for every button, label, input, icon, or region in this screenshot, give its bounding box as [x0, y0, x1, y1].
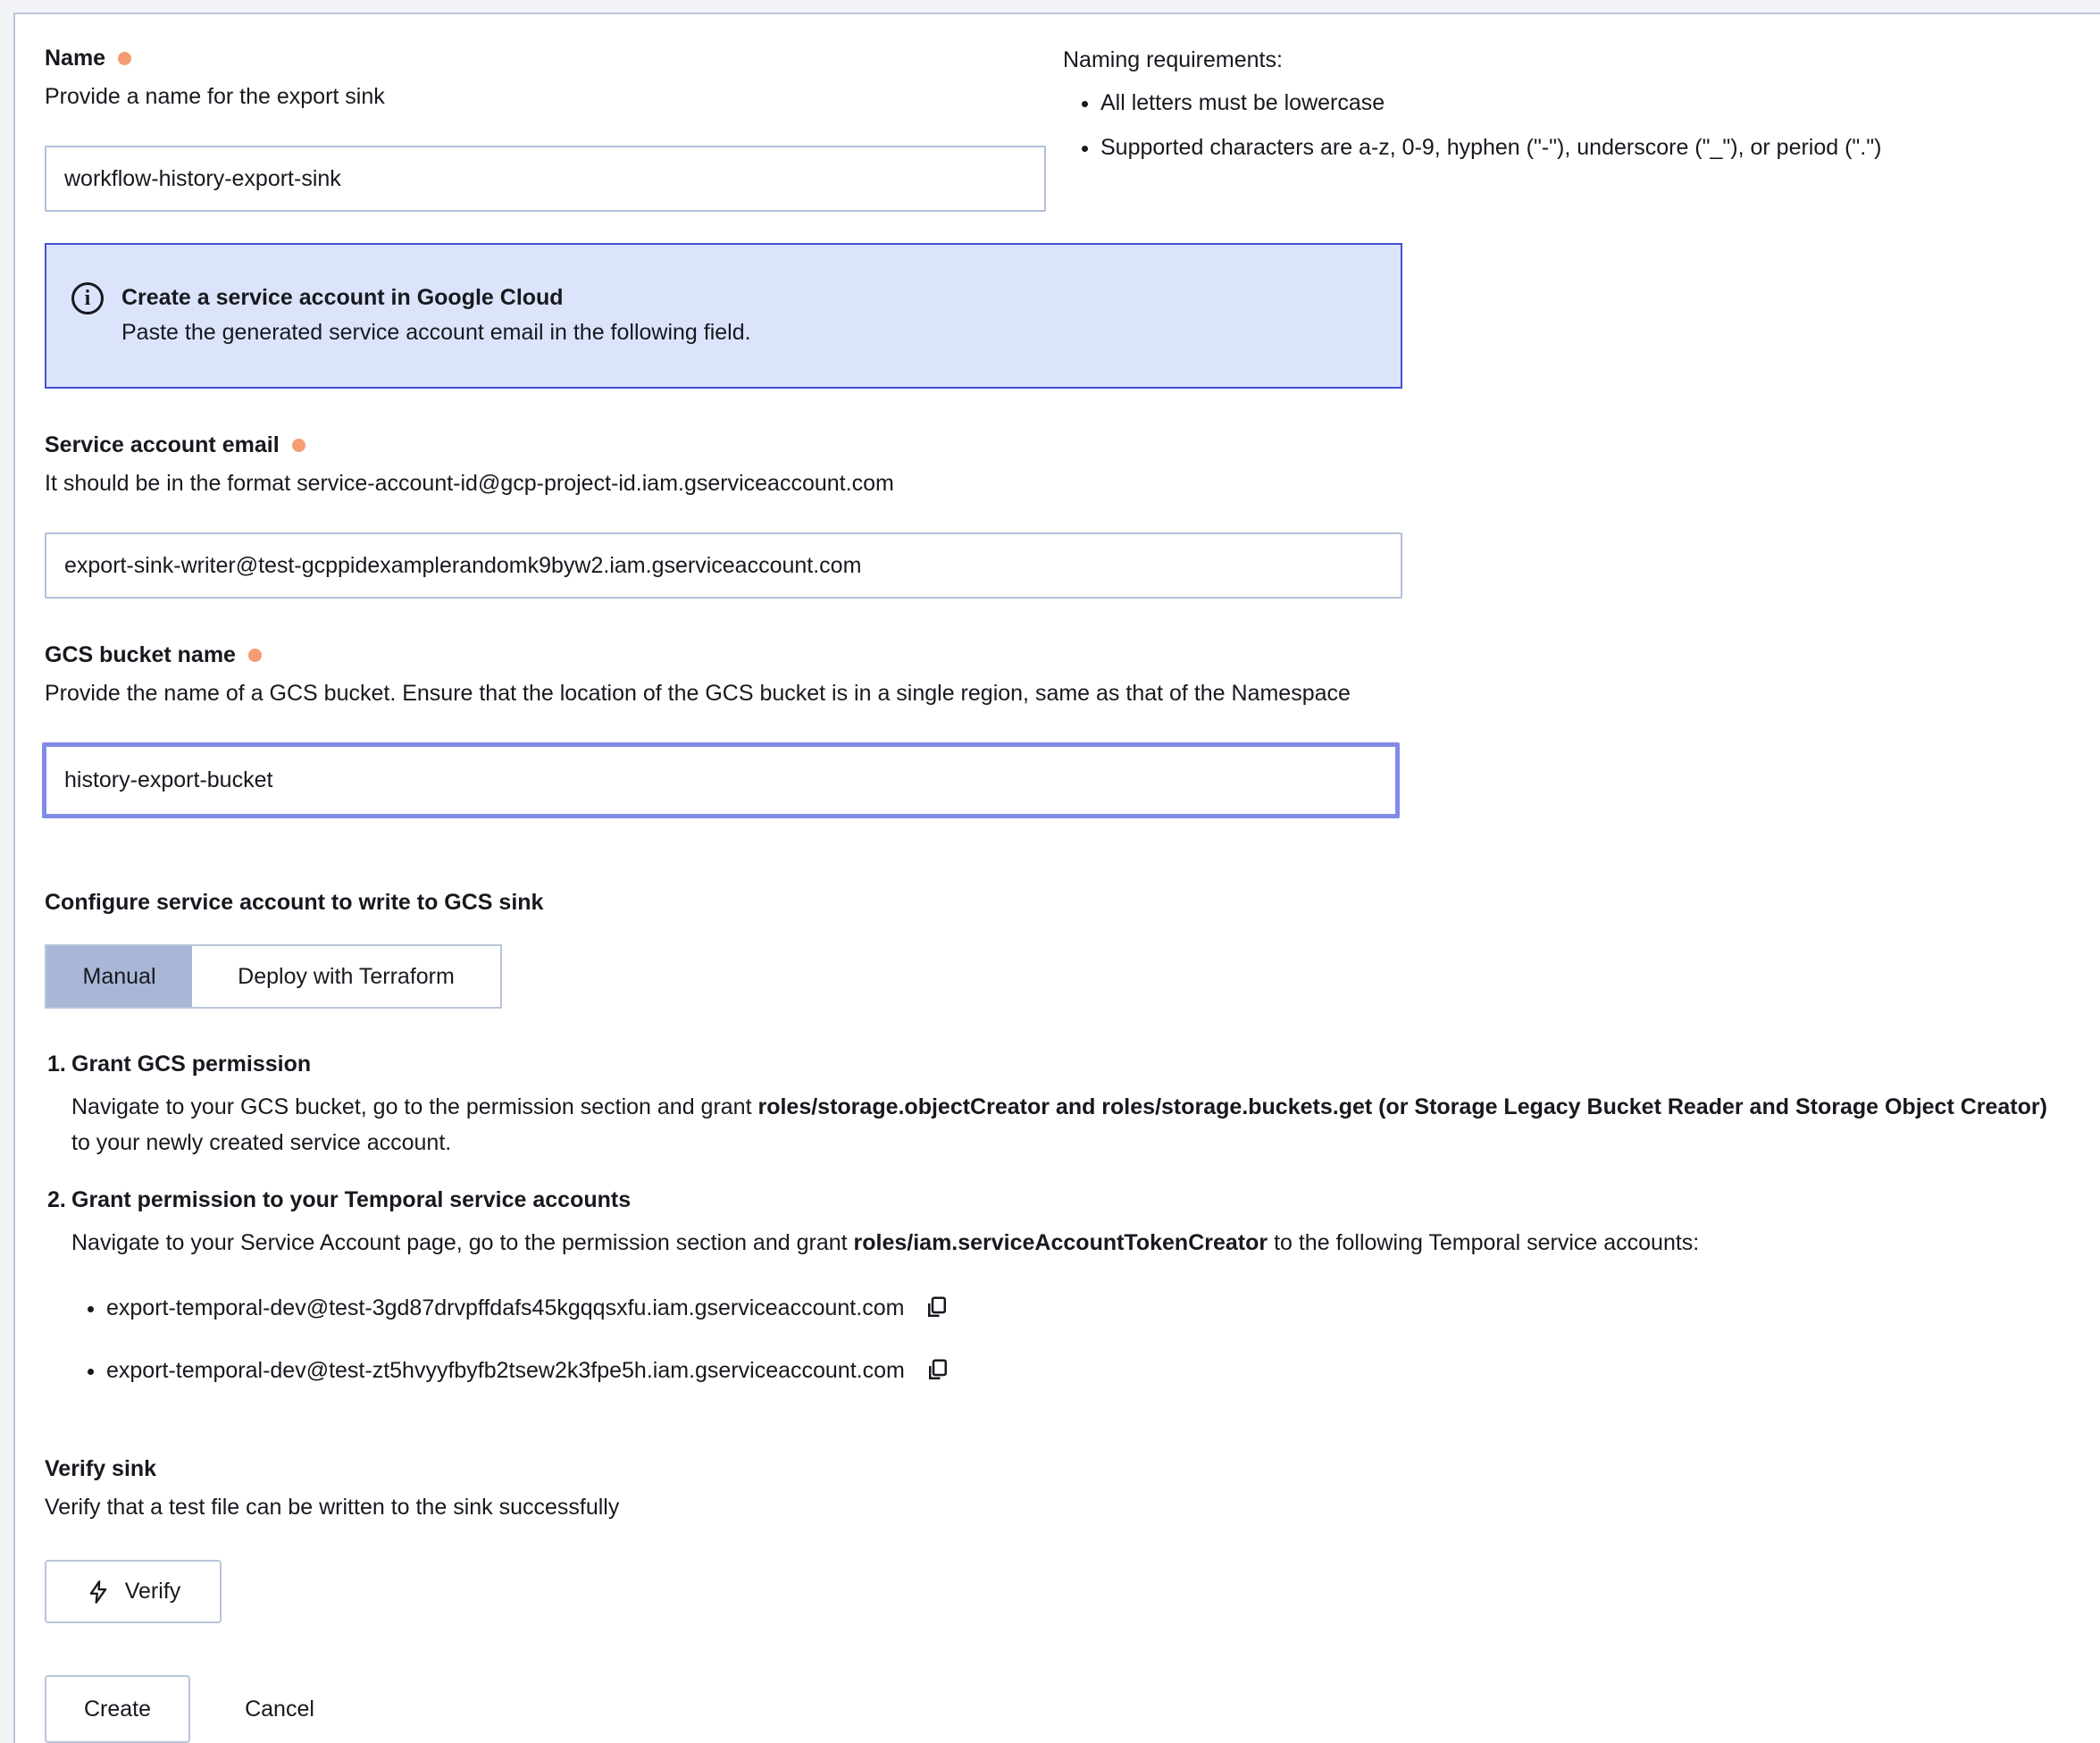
- required-dot-icon: [118, 52, 131, 65]
- list-item: [106, 1291, 2064, 1325]
- service-account-info-banner: [45, 243, 1402, 389]
- tab-manual[interactable]: Manual: [46, 946, 192, 1007]
- required-dot-icon: [248, 649, 262, 662]
- configure-tab-group: [45, 944, 502, 1009]
- cancel-button[interactable]: Cancel: [208, 1675, 351, 1743]
- bolt-icon: [86, 1579, 111, 1605]
- gcs-bucket-section: [45, 638, 2064, 818]
- copy-icon: [925, 1356, 951, 1385]
- info-icon: i: [71, 282, 104, 314]
- step-description: Navigate to your GCS bucket, go to the permission section and grant roles/storage.objectCreator and roles/storage.buckets.get (or Storage Legacy Bucket Reader and Storage Object Creator) to your newly created service account.: [71, 1094, 2047, 1155]
- name-section: [45, 41, 2064, 212]
- step-number: 2.: [47, 1187, 66, 1212]
- export-sink-form-panel: [13, 13, 2100, 1743]
- configure-heading: Configure service account to write to GCS sink: [45, 890, 544, 915]
- copy-icon: [924, 1294, 950, 1322]
- create-button[interactable]: Create: [45, 1675, 190, 1743]
- info-banner-title: Create a service account in Google Cloud: [121, 285, 564, 310]
- gcs-bucket-label: GCS bucket name: [45, 642, 236, 667]
- verify-button-label: Verify: [124, 1579, 181, 1604]
- form-actions: [45, 1675, 2064, 1743]
- temporal-service-account-email: • export-temporal-dev@test-3gd87drvpffdafs45kgqqsxfu.iam.gserviceaccount.com: [106, 1295, 905, 1320]
- copy-button[interactable]: [924, 1294, 950, 1322]
- name-label: Name: [45, 46, 106, 71]
- info-banner-body: Paste the generated service account email in the following field.: [121, 320, 751, 345]
- gcs-bucket-name-input[interactable]: [42, 742, 1400, 818]
- naming-requirement-item: • All letters must be lowercase: [1100, 86, 2064, 120]
- step-number: 1.: [47, 1052, 66, 1077]
- step-description: Navigate to your Service Account page, go to the permission section and grant roles/iam.serviceAccountTokenCreator to the following Temporal service accounts:: [71, 1230, 1700, 1255]
- list-item: [106, 1353, 2064, 1387]
- sink-name-input[interactable]: [45, 146, 1046, 212]
- manual-steps: [47, 1046, 2064, 1387]
- verify-sink-help-text: Verify that a test file can be written to the sink successfully: [45, 1495, 620, 1520]
- service-account-section: [45, 428, 2064, 599]
- gcs-bucket-help-text: Provide the name of a GCS bucket. Ensure that the location of the GCS bucket is in a single region, same as that of the Namespace: [45, 681, 1351, 706]
- step-title: Grant GCS permission: [71, 1052, 312, 1077]
- temporal-service-account-email: • export-temporal-dev@test-zt5hvyyfbyfb2tsew2k3fpe5h.iam.gserviceaccount.com: [106, 1358, 905, 1383]
- service-account-help-text: It should be in the format service-account-id@gcp-project-id.iam.gserviceaccount.com: [45, 471, 894, 496]
- tab-deploy-with-terraform[interactable]: Deploy with Terraform: [192, 946, 500, 1007]
- name-help-text: Provide a name for the export sink: [45, 84, 385, 109]
- naming-requirements-title: Naming requirements:: [1063, 47, 1283, 72]
- step-grant-temporal-permission: [47, 1182, 2064, 1387]
- step-grant-gcs-permission: [47, 1046, 2064, 1161]
- required-dot-icon: [292, 439, 305, 452]
- service-account-email-input[interactable]: [45, 532, 1402, 599]
- verify-button[interactable]: [45, 1560, 222, 1623]
- verify-sink-heading: Verify sink: [45, 1456, 157, 1481]
- verify-sink-section: [45, 1452, 2064, 1623]
- naming-requirements: [1063, 41, 2064, 212]
- step-title: Grant permission to your Temporal service accounts: [71, 1187, 632, 1212]
- service-account-label: Service account email: [45, 432, 280, 457]
- copy-button[interactable]: [925, 1356, 951, 1385]
- naming-requirement-item: • Supported characters are a-z, 0-9, hyphen ("-"), underscore ("_"), or period ("."): [1100, 130, 2064, 164]
- temporal-service-accounts-list: [106, 1291, 2064, 1387]
